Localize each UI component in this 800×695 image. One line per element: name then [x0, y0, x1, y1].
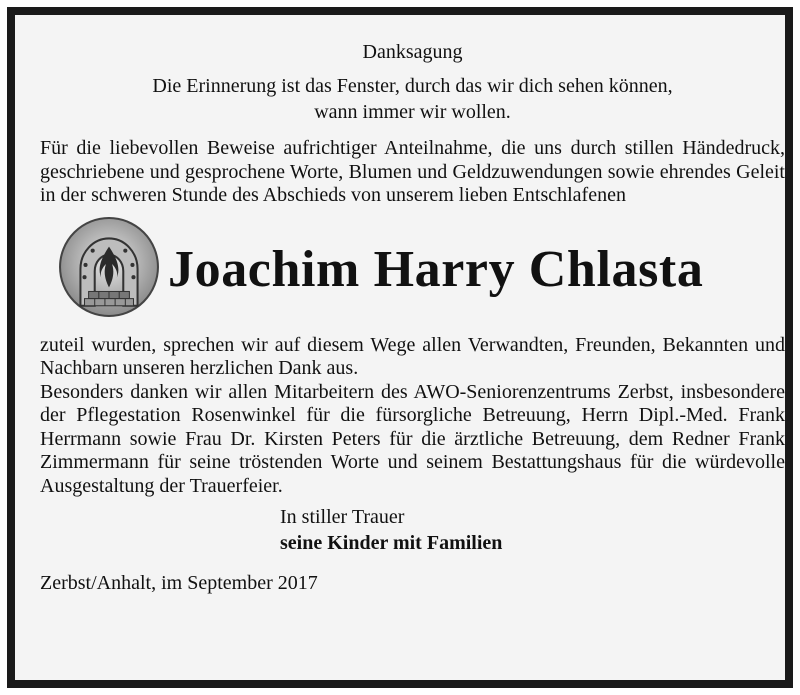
name-row	[40, 222, 785, 332]
place-date: Zerbst/Anhalt, im September 2017	[40, 572, 318, 594]
quote-line-2: wann immer wir wollen.	[314, 101, 511, 123]
memorial-quote	[40, 73, 785, 125]
intro-paragraph: Für die liebevollen Beweise aufrichtiger Anteilnahme, die uns durch stillen Händedruck, geschriebene und gesprochene Worte, Blumen und Geldzuwendungen sowie ehrendes Geleit in der schweren Stunde des Abschieds von unserem lieben Entschlafenen	[40, 137, 785, 206]
special-thanks-paragraph: Besonders danken wir allen Mitarbeitern des AWO-Seniorenzentrums Zerbst, insbesondere der Pflegestation Rosenwinkel für die fürsorgliche Betreuung, Herrn Dipl.-Med. Frank Herrmann sowie Frau Dr. Kirsten Peters für die ärztliche Betreuung, dem Redner Frank Zimmermann für seine tröstenden Worte und seinem Bestattungshaus für die würdevolle Ausgestaltung der Trauerfeier.	[40, 380, 785, 497]
deceased-name: Joachim Harry Chlasta	[168, 240, 704, 298]
signature-line: seine Kinder mit Familien	[280, 532, 503, 554]
quote-line-1: Die Erinnerung ist das Fenster, durch das wir dich sehen können,	[152, 75, 673, 97]
notice-heading: Danksagung	[362, 41, 463, 63]
signature-block	[280, 504, 785, 556]
notice-frame	[7, 7, 793, 688]
horseshoe-fire-emblem-icon	[58, 216, 160, 318]
thanks-paragraph: zuteil wurden, sprechen wir auf diesem Wege allen Verwandten, Freunden, Bekannten und Nachbarn unseren herzlichen Dank aus.	[40, 333, 785, 379]
closing-line: In stiller Trauer	[280, 506, 405, 528]
notice-content	[40, 35, 785, 596]
